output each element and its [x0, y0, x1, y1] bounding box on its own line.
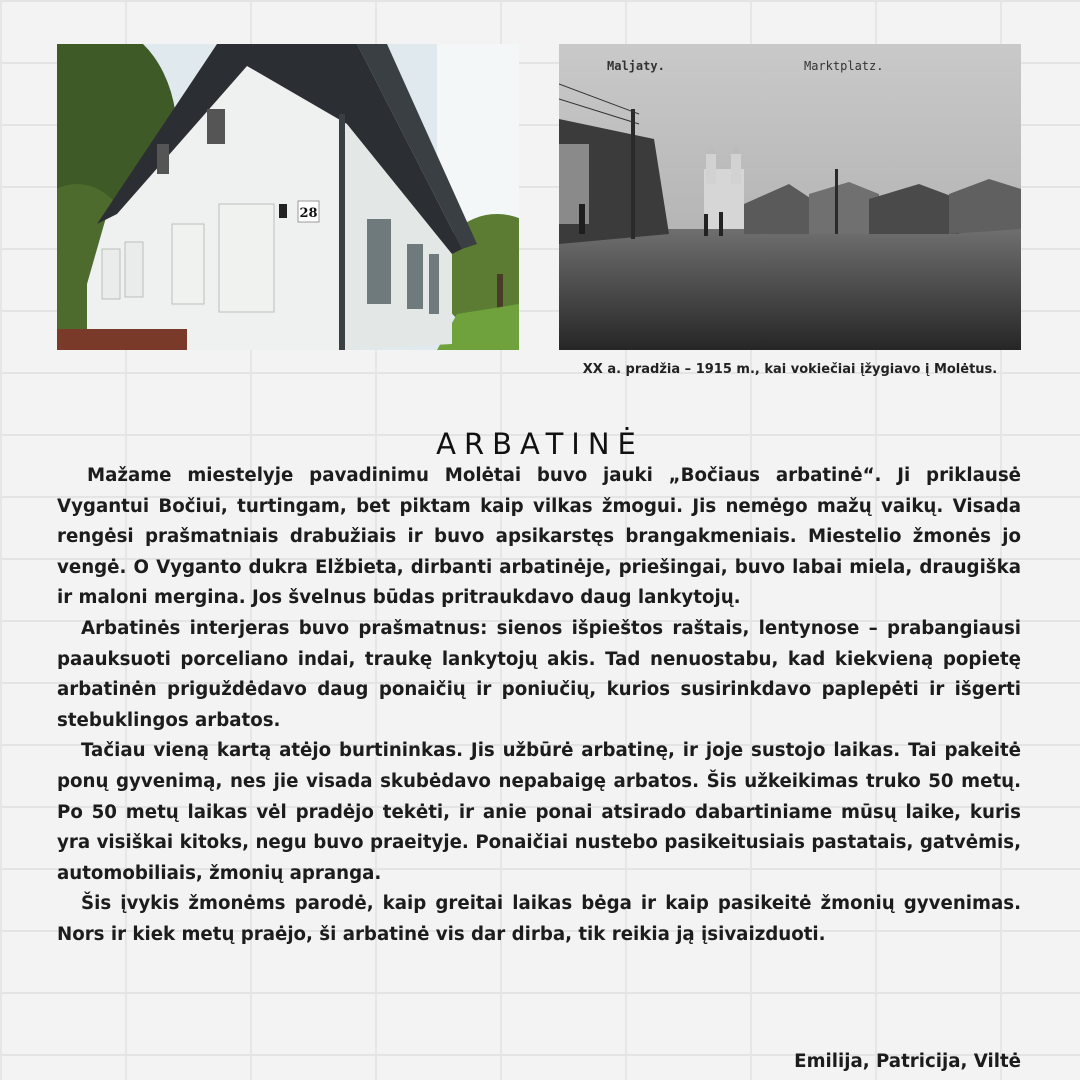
photo-label-left: Maljaty.	[607, 59, 665, 73]
market-square-photo	[559, 44, 1021, 350]
paragraph-2: Arbatinės interjeras buvo prašmatnus: sienos išpieštos raštais, lentynose – prabangiausi paauksuoti porceliano indai, traukę lankytojų akis. Tad nenuostabu, kad kiekvieną popietę arbatinėn priguždėdavo daug ponaičių ir poniučių, kurios susirinkdavo paplepėti ir išgerti stebuklingos arbatos.	[57, 617, 1021, 731]
paragraph-4: Šis įvykis žmonėms parodė, kaip greitai laikas bėga ir kaip pasikeitė žmonių gyvenimas. Nors ir kiek metų praėjo, ši arbatinė vis dar dirba, tik reikia ją įsivaizduoti.	[57, 893, 1021, 945]
house-illustration	[57, 44, 519, 350]
paragraph-1: Mažame miestelyje pavadinimu Molėtai buvo jauki „Bočiaus arbatinė“. Ji priklausė Vygantui Bočiui, turtingam, bet piktam kaip vilkas žmogui. Jis nemėgo mažų vaikų. Visada rengėsi prašmatniais drabužiais ir buvo apsikarstęs brangakmeniais. Miestelio žmonės jo vengė. O Vyganto dukra Elžbieta, dirbanti arbatinėje, priešingai, buvo labai miela, draugiška ir maloni mergina. Jos švelnus būdas pritraukdavo daug lankytojų.	[57, 465, 1021, 609]
page-title: ARBATINĖ	[436, 427, 644, 462]
story-text	[57, 461, 1021, 951]
house-photo	[57, 44, 519, 350]
photo-caption: XX a. pradžia – 1915 m., kai vokiečiai įžygiavo į Molėtus.	[582, 362, 998, 377]
authors-signature: Emilija, Patricija, Viltė	[794, 1051, 1021, 1072]
house-number: 28	[299, 206, 318, 221]
market-square-illustration	[559, 44, 1021, 350]
paragraph-3: Tačiau vieną kartą atėjo burtininkas. Jis užbūrė arbatinę, ir joje sustojo laikas. Tai pakeitė ponų gyvenimą, nes jie visada skubėdavo nepabaigę arbatos. Šis užkeikimas truko 50 metų. Po 50 metų laikas vėl pradėjo tekėti, ir anie ponai atsirado dabartiniame mūsų laike, kuris yra visiškai kitoks, negu buvo praeityje. Ponaičiai nustebo pasikeitusiais pastatais, gatvėmis, automobiliais, žmonių apranga.	[57, 740, 1021, 884]
photo-label-right: Marktplatz.	[804, 59, 884, 73]
